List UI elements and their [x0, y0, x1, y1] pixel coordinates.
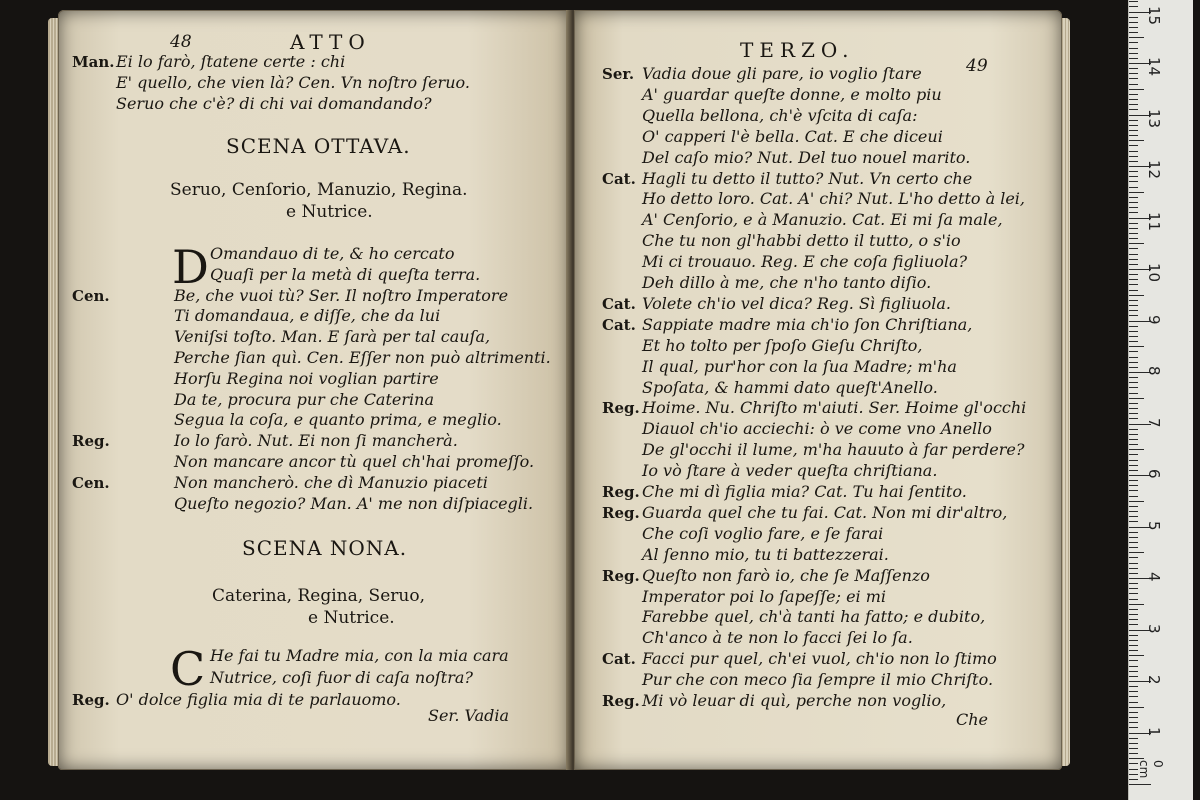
verse-line: Al ſenno mio, tu ti battezzerai.: [642, 544, 889, 564]
ruler-tick: [1129, 351, 1138, 352]
scene-8-cast-cont: e Nutrice.: [286, 202, 373, 222]
ruler-tick: [1129, 6, 1138, 7]
ruler-number: 5: [1145, 520, 1163, 531]
ruler-tick: [1129, 192, 1144, 193]
ruler-tick: [1129, 37, 1144, 38]
ruler-tick: [1129, 563, 1138, 564]
speaker-label: Cat.: [602, 169, 636, 188]
verse-line: Quella bellona, ch'è vſcita di caſa:: [642, 105, 918, 125]
verse-line: Da te, procura pur che Caterina: [174, 389, 434, 409]
ruler-tick: [1129, 357, 1138, 358]
ruler-tick: [1129, 315, 1138, 316]
verse-line: De gl'occhi il lume, m'ha hauuto à far perdere?: [642, 440, 1025, 460]
ruler-tick: [1129, 707, 1144, 708]
verse-line: Spoſata, & hammi dato queſt'Anello.: [642, 377, 938, 397]
scene-9-title: SCENA NONA.: [242, 536, 408, 560]
ruler-tick: [1129, 346, 1144, 347]
ruler-tick: [1129, 599, 1138, 600]
ruler-tick: [1129, 197, 1138, 198]
ruler-tick: [1129, 439, 1138, 440]
ruler-number: 2: [1145, 675, 1163, 685]
running-head-right: TERZO.: [740, 38, 855, 62]
ruler-tick: [1129, 284, 1138, 285]
speaker-label: Reg.: [72, 691, 110, 709]
verse-line: O' dolce figlia mia di te parlauomo.: [116, 690, 401, 709]
speaker-label: Man.: [72, 53, 115, 71]
ruler-tick: [1129, 48, 1138, 49]
ruler-tick: [1129, 635, 1138, 636]
ruler-tick: [1129, 68, 1138, 69]
page-number-right: 49: [966, 56, 988, 76]
verse-line: Il qual, pur'hor con la ſua Madre; m'ha: [642, 356, 957, 376]
ruler-tick: [1129, 151, 1138, 152]
verse-line: Ei lo farò, ſtatene certe : chi: [116, 52, 346, 71]
ruler-tick: [1129, 377, 1138, 378]
verse-line: Omandauo di te, & ho cercato: [210, 244, 455, 263]
ruler-tick: [1129, 109, 1138, 110]
ruler-tick: [1129, 290, 1138, 291]
page-number-left: 48: [170, 32, 192, 52]
ruler-tick: [1129, 470, 1138, 471]
ruler-tick: [1129, 511, 1138, 512]
scene-8-cast: Seruo, Cenſorio, Manuzio, Regina.: [170, 180, 468, 200]
verse-line: Io vò ſtare à veder queſta chriſtiana.: [642, 461, 938, 481]
verse-line: Io lo farò. Nut. Ei non ſi mancherà.: [174, 431, 458, 451]
ruler-tick: [1129, 686, 1138, 687]
ruler-tick: [1129, 454, 1138, 455]
ruler-tick: [1129, 465, 1138, 466]
verse-line: Queſto negozio? Man. A' me non diſpiacegli.: [174, 493, 534, 513]
ruler-tick: [1129, 382, 1138, 383]
ruler-tick: [1129, 176, 1138, 177]
verse-line: Quaſi per la metà di queſta terra.: [210, 264, 481, 284]
ruler-tick: [1129, 722, 1138, 723]
verse-line: Che tu non gl'habbi detto il tutto, o s'io: [642, 231, 961, 251]
ruler-tick: [1129, 295, 1144, 296]
ruler-tick: [1129, 537, 1138, 538]
ruler-tick: [1129, 202, 1138, 203]
ruler-tick: [1129, 233, 1138, 234]
scene-8-title: SCENA OTTAVA.: [226, 134, 411, 158]
ruler-tick: [1129, 130, 1138, 131]
ruler-tick: [1129, 429, 1138, 430]
ruler-tick: [1129, 547, 1138, 548]
ruler-tick: [1129, 645, 1138, 646]
ruler-tick: [1129, 161, 1138, 162]
verse-line: Hagli tu detto il tutto? Nut. Vn certo che: [642, 168, 973, 188]
speaker-label: Cen.: [72, 473, 110, 492]
ruler-tick: [1129, 32, 1138, 33]
speaker-label: Ser.: [602, 65, 635, 83]
ruler-tick: [1129, 748, 1138, 749]
verse-line: Pur che con meco ſia ſempre il mio Chriſto.: [642, 670, 994, 690]
speaker-label: Reg.: [602, 566, 640, 585]
ruler-tick: [1129, 460, 1138, 461]
ruler-tick: [1129, 248, 1138, 249]
catchword-left: Ser. Vadia: [428, 706, 510, 725]
ruler-tick: [1129, 583, 1138, 584]
ruler-tick: [1129, 521, 1138, 522]
ruler-number: 15: [1145, 5, 1163, 25]
ruler-tick: [1129, 666, 1138, 667]
ruler-tick: [1129, 671, 1138, 672]
ruler-tick: [1129, 238, 1138, 239]
speaker-label: Cat.: [602, 650, 636, 669]
ruler-number: 9: [1145, 314, 1163, 325]
verse-line: Facci pur quel, ch'ei vuol, ch'io non lo ſtimo: [642, 649, 997, 669]
verse-line: Be, che vuoi tù? Ser. Il noſtro Imperatore: [174, 285, 509, 305]
verse-line: Imperator poi lo ſapeſſe; ei mi: [642, 586, 887, 606]
ruler-tick: [1129, 727, 1138, 728]
verse-line: Vadia doue gli pare, io voglio ſtare: [642, 64, 922, 83]
ruler-tick: [1129, 254, 1138, 255]
ruler-tick: [1129, 516, 1138, 517]
verse-line: Mi vò leuar di quì, perche non voglio,: [642, 691, 947, 710]
ruler-tick: [1129, 408, 1138, 409]
ruler-tick: [1129, 279, 1138, 280]
verse-line: Veniſsi toſto. Man. E ſarà per tal cauſa,: [174, 327, 491, 347]
ruler-tick: [1129, 660, 1138, 661]
verse-line: Non mancare ancor tù quel ch'hai promeſſo.: [174, 452, 535, 471]
ruler-tick: [1129, 696, 1138, 697]
ruler-tick: [1129, 501, 1144, 502]
running-head-left: ATTO: [290, 30, 371, 54]
ruler-tick: [1129, 223, 1138, 224]
ruler-tick: [1129, 78, 1138, 79]
ruler-tick: [1129, 588, 1138, 589]
verse-line: Volete ch'io vel dica? Reg. Sì figliuola.: [642, 293, 951, 313]
verse-line: Seruo che c'è? di chi vai domandando?: [116, 94, 432, 113]
ruler-tick: [1129, 212, 1138, 213]
verse-line: Non mancherò. che dì Manuzio piaceti: [174, 472, 488, 492]
verse-line: He fai tu Madre mia, con la mia cara: [210, 646, 509, 665]
ruler-tick: [1129, 403, 1138, 404]
ruler-unit-label: 0 cm: [1137, 760, 1165, 779]
speaker-label: Cen.: [72, 286, 110, 305]
speaker-label: Reg.: [72, 432, 110, 451]
ruler-tick: [1129, 609, 1138, 610]
ruler-tick: [1129, 712, 1138, 713]
ruler-number: 8: [1145, 366, 1163, 376]
ruler-tick: [1129, 506, 1138, 507]
ruler-tick: [1129, 53, 1138, 54]
ruler-tick: [1129, 568, 1138, 569]
ruler-tick: [1129, 717, 1138, 718]
verse-line: Perche ſian quì. Cen. Eſſer non può altrimenti.: [174, 348, 551, 367]
ruler-tick: [1129, 398, 1144, 399]
ruler-tick: [1129, 593, 1138, 594]
ruler-tick: [1129, 738, 1138, 739]
ruler-tick: [1129, 89, 1144, 90]
verse-line: Hoime. Nu. Chriſto m'aiuti. Ser. Hoime gl'occhi: [642, 398, 1027, 418]
ruler-tick: [1129, 22, 1138, 23]
ruler-number: 11: [1145, 211, 1163, 231]
ruler-tick: [1129, 367, 1138, 368]
ruler-tick: [1129, 243, 1144, 244]
ruler-tick: [1129, 743, 1138, 744]
ruler-tick: [1129, 181, 1138, 182]
drop-cap-c: C: [170, 642, 206, 696]
speaker-label: Cat.: [602, 294, 636, 313]
ruler-tick: [1129, 434, 1138, 435]
ruler-tick: [1129, 624, 1138, 625]
ruler-tick: [1129, 171, 1138, 172]
ruler-tick: [1129, 691, 1138, 692]
ruler-tick: [1129, 84, 1138, 85]
ruler-tick: [1129, 326, 1138, 327]
speaker-label: Reg.: [602, 692, 640, 710]
verse-line: Mi ci trouauo. Reg. E che coſa figliuola?: [642, 252, 968, 272]
ruler-tick: [1129, 444, 1138, 445]
ruler-tick: [1129, 490, 1138, 491]
ruler-tick: [1129, 331, 1138, 332]
catchword-right: Che: [956, 710, 989, 729]
ruler-tick: [1129, 496, 1138, 497]
ruler-tick: [1129, 73, 1138, 74]
ruler-tick: [1129, 274, 1138, 275]
ruler-tick: [1129, 557, 1138, 558]
verse-line: Et ho tolto per ſpoſo Gieſu Chriſto,: [642, 335, 923, 355]
ruler-tick: [1129, 187, 1138, 188]
ruler-tick: [1129, 532, 1138, 533]
verse-line: E' quello, che vien là? Cen. Vn noſtro ſeruo.: [116, 73, 470, 92]
ruler-tick: [1129, 17, 1138, 18]
ruler-tick: [1129, 145, 1138, 146]
ruler-tick: [1129, 264, 1138, 265]
verse-line: A' guardar queſte donne, e molto piu: [642, 84, 942, 104]
verse-line: Ti domandaua, e diſſe, che da lui: [174, 306, 441, 326]
verse-line: Che coſi voglio fare, e ſe farai: [642, 523, 884, 543]
speaker-label: Cat.: [602, 315, 636, 334]
ruler-number: 6: [1145, 469, 1163, 479]
ruler-tick: [1129, 362, 1138, 363]
ruler-tick: [1129, 58, 1138, 59]
ruler-tick: [1129, 655, 1144, 656]
verse-line: Diauol ch'io acciechi: ò ve come vno Anello: [642, 419, 992, 439]
speaker-label: Reg.: [602, 399, 640, 418]
ruler-tick: [1129, 305, 1138, 306]
verse-line: Che mi dì figlia mia? Cat. Tu hai ſentito.: [642, 482, 967, 501]
verse-line: Horſu Regina noi voglian partire: [174, 368, 439, 388]
ruler-number: 3: [1145, 623, 1163, 634]
scene-9-cast-cont: e Nutrice.: [308, 608, 395, 628]
ruler-tick: [1129, 104, 1138, 105]
ruler-tick: [1129, 614, 1138, 615]
ruler-tick: [1129, 480, 1138, 481]
ruler-tick: [1129, 676, 1138, 677]
ruler-tick: [1129, 156, 1138, 157]
verse-line: Ch'anco à te non lo facci ſei lo ſa.: [642, 628, 913, 648]
verse-line: Deh dillo à me, che n'ho tanto diſio.: [642, 273, 932, 292]
ruler-tick: [1129, 140, 1144, 141]
ruler-tick: [1129, 640, 1138, 641]
ruler-tick: [1129, 413, 1138, 414]
ruler-number: 10: [1145, 263, 1163, 283]
ruler-tick: [1129, 27, 1138, 28]
speaker-label: Reg.: [602, 483, 640, 501]
ruler-tick: [1129, 753, 1138, 754]
verse-line: Ho detto loro. Cat. A' chi? Nut. L'ho detto à lei,: [642, 189, 1026, 209]
verse-line: Farebbe quel, ch'à tanti ha fatto; e dubito,: [642, 607, 986, 627]
scene-9-cast: Caterina, Regina, Seruo,: [212, 586, 425, 606]
verse-line: Sappiate madre mia ch'io ſon Chriſtiana,: [642, 314, 973, 334]
ruler-tick: [1129, 604, 1144, 605]
ruler-tick: [1129, 485, 1138, 486]
ruler-tick: [1129, 702, 1138, 703]
verse-line: Segua la coſa, e quanto prima, e meglio.: [174, 410, 502, 430]
ruler-tick: [1129, 207, 1138, 208]
ruler-tick: [1129, 542, 1138, 543]
ruler-tick: [1129, 650, 1138, 651]
verse-line: Queſto non farò io, che ſe Maſſenzo: [642, 565, 930, 585]
verse-line: Del caſo mio? Nut. Del tuo nouel marito.: [642, 147, 971, 167]
ruler-tick: [1129, 94, 1138, 95]
ruler-tick: [1129, 120, 1138, 121]
ruler-tick: [1129, 1, 1138, 2]
ruler-number: 13: [1145, 108, 1163, 128]
verse-line: Guarda quel che tu fai. Cat. Non mi dir'altro,: [642, 502, 1008, 522]
ruler-number: 14: [1145, 57, 1163, 77]
ruler-tick: [1129, 387, 1138, 388]
left-page: [58, 10, 570, 770]
right-page: [574, 10, 1062, 770]
ruler-tick: [1129, 619, 1138, 620]
ruler-tick: [1129, 135, 1138, 136]
ruler-tick: [1129, 449, 1144, 450]
measurement-ruler: [1128, 0, 1193, 800]
ruler-number: 1: [1145, 726, 1163, 737]
ruler-tick: [1129, 393, 1138, 394]
speaker-label: Reg.: [602, 503, 640, 522]
ruler-tick: [1129, 310, 1138, 311]
ruler-tick: [1129, 552, 1144, 553]
ruler-tick: [1129, 125, 1138, 126]
drop-cap-d: D: [172, 240, 209, 294]
ruler-tick: [1129, 42, 1138, 43]
ruler-tick: [1129, 341, 1138, 342]
ruler-tick: [1129, 573, 1138, 574]
ruler-tick: [1129, 418, 1138, 419]
ruler-number: 4: [1145, 572, 1163, 582]
ruler-number: 7: [1145, 417, 1163, 428]
ruler-tick: [1129, 99, 1138, 100]
ruler-tick: [1129, 259, 1138, 260]
ruler-tick: [1129, 300, 1138, 301]
ruler-tick: [1129, 228, 1138, 229]
ruler-number: 12: [1145, 160, 1163, 180]
ruler-tick: [1129, 336, 1138, 337]
verse-line: Nutrice, coſi fuor di caſa noſtra?: [210, 668, 473, 687]
verse-line: A' Cenſorio, e à Manuzio. Cat. Ei mi ſa male,: [642, 210, 1003, 230]
verse-line: O' capperi l'è bella. Cat. E che diceui: [642, 126, 943, 146]
